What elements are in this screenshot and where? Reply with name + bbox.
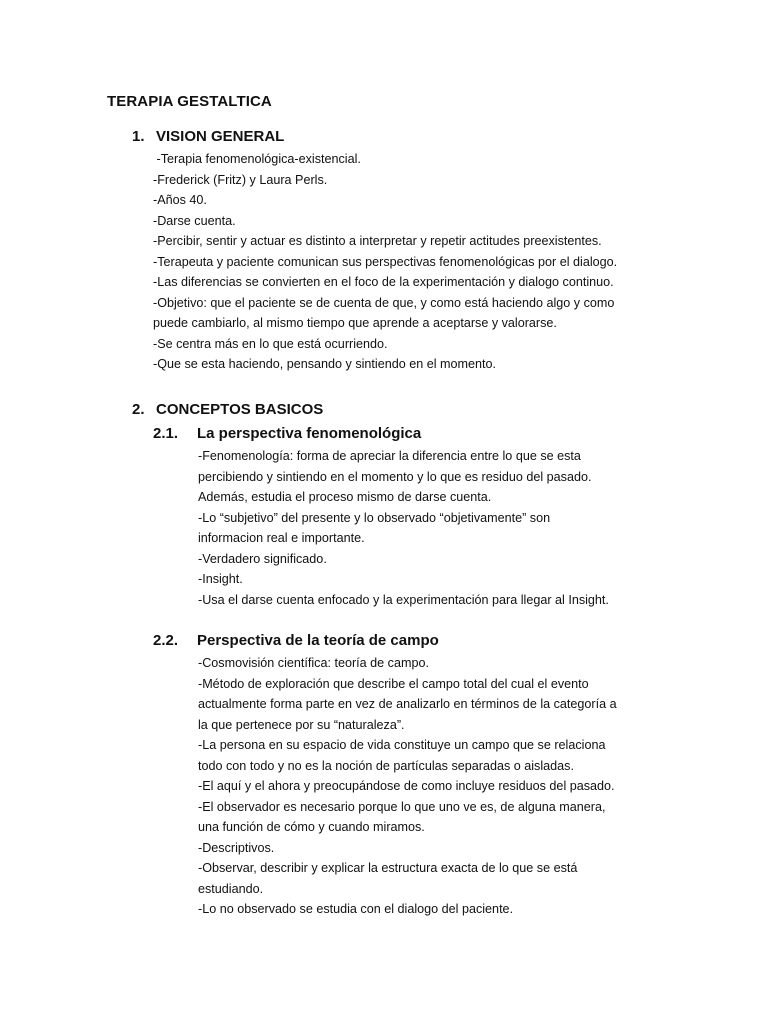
body-line: -El aquí y el ahora y preocupándose de como incluye residuos del pasado. — [198, 779, 615, 793]
body-line: -Que se esta haciendo, pensando y sintiendo en el momento. — [153, 357, 497, 371]
body-line: -Terapia fenomenológica-existencial. — [153, 152, 361, 166]
body-line: informacion real e importante. — [198, 531, 365, 545]
body-line: todo con todo y no es la noción de partículas separadas o aisladas. — [198, 758, 574, 773]
body-line: -Terapeuta y paciente comunican sus perspectivas fenomenológicas por el dialogo. — [153, 254, 618, 269]
subsection-title: Perspectiva de la teoría de campo — [197, 632, 439, 649]
body-line: -Lo “subjetivo” del presente y lo observado “objetivamente” son — [198, 510, 551, 525]
body-line: -Objetivo: que el paciente se de cuenta de que, y como está haciendo algo y como — [153, 295, 615, 310]
body-line: una función de cómo y cuando miramos. — [198, 820, 425, 834]
body-line: -El observador es necesario porque lo que uno ve es, de alguna manera, — [198, 799, 606, 814]
body-line: -Años 40. — [153, 193, 207, 207]
subsection-heading-2-2 — [153, 632, 439, 649]
section-1-body — [153, 149, 617, 375]
section-heading-2 — [132, 401, 323, 418]
body-line: -Se centra más en lo que está ocurriendo. — [153, 336, 388, 351]
body-line: actualmente forma parte en vez de analizarlo en términos de la categoría a — [198, 697, 617, 711]
body-line: -Usa el darse cuenta enfocado y la experimentación para llegar al Insight. — [198, 592, 609, 607]
body-line: -Observar, describir y explicar la estructura exacta de lo que se está — [198, 861, 578, 875]
subsection-2-2-body — [198, 653, 617, 920]
body-line: -Lo no observado se estudia con el dialogo del paciente. — [198, 902, 514, 916]
body-line: -La persona en su espacio de vida constituye un campo que se relaciona — [198, 738, 606, 752]
section-title: VISION GENERAL — [156, 128, 285, 145]
body-line: la que pertenece por su “naturaleza”. — [198, 717, 405, 732]
body-line: -Darse cuenta. — [153, 213, 236, 228]
subsection-number: 2.2. — [153, 632, 179, 649]
body-line: -Fenomenología: forma de apreciar la diferencia entre lo que se esta — [198, 449, 581, 463]
body-line: percibiendo y sintiendo en el momento y lo que es residuo del pasado. — [198, 469, 592, 484]
subsection-2-1-body — [198, 446, 609, 610]
body-line: -Las diferencias se convierten en el foco de la experimentación y dialogo continuo. — [153, 275, 614, 289]
body-line: -Cosmovisión científica: teoría de campo. — [198, 656, 429, 670]
body-line: estudiando. — [198, 881, 264, 896]
document-title: TERAPIA GESTALTICA — [107, 93, 272, 110]
body-line: -Descriptivos. — [198, 840, 275, 855]
section-title: CONCEPTOS BASICOS — [156, 401, 324, 418]
section-number: 1. — [132, 128, 145, 145]
subsection-number: 2.1. — [153, 425, 179, 442]
body-line: -Frederick (Fritz) y Laura Perls. — [153, 172, 328, 187]
body-line: -Verdadero significado. — [198, 551, 327, 566]
section-heading-1 — [132, 128, 284, 145]
subsection-title: La perspectiva fenomenológica — [197, 425, 422, 442]
body-line: -Insight. — [198, 572, 243, 586]
body-line: -Percibir, sentir y actuar es distinto a interpretar y repetir actitudes preexistentes. — [153, 234, 602, 248]
body-line: -Método de exploración que describe el campo total del cual el evento — [198, 676, 589, 691]
body-line: Además, estudia el proceso mismo de darse cuenta. — [198, 490, 492, 504]
body-line: puede cambiarlo, al mismo tiempo que aprende a aceptarse y valorarse. — [153, 316, 557, 330]
subsection-heading-2-1 — [153, 425, 421, 442]
section-number: 2. — [132, 401, 145, 418]
